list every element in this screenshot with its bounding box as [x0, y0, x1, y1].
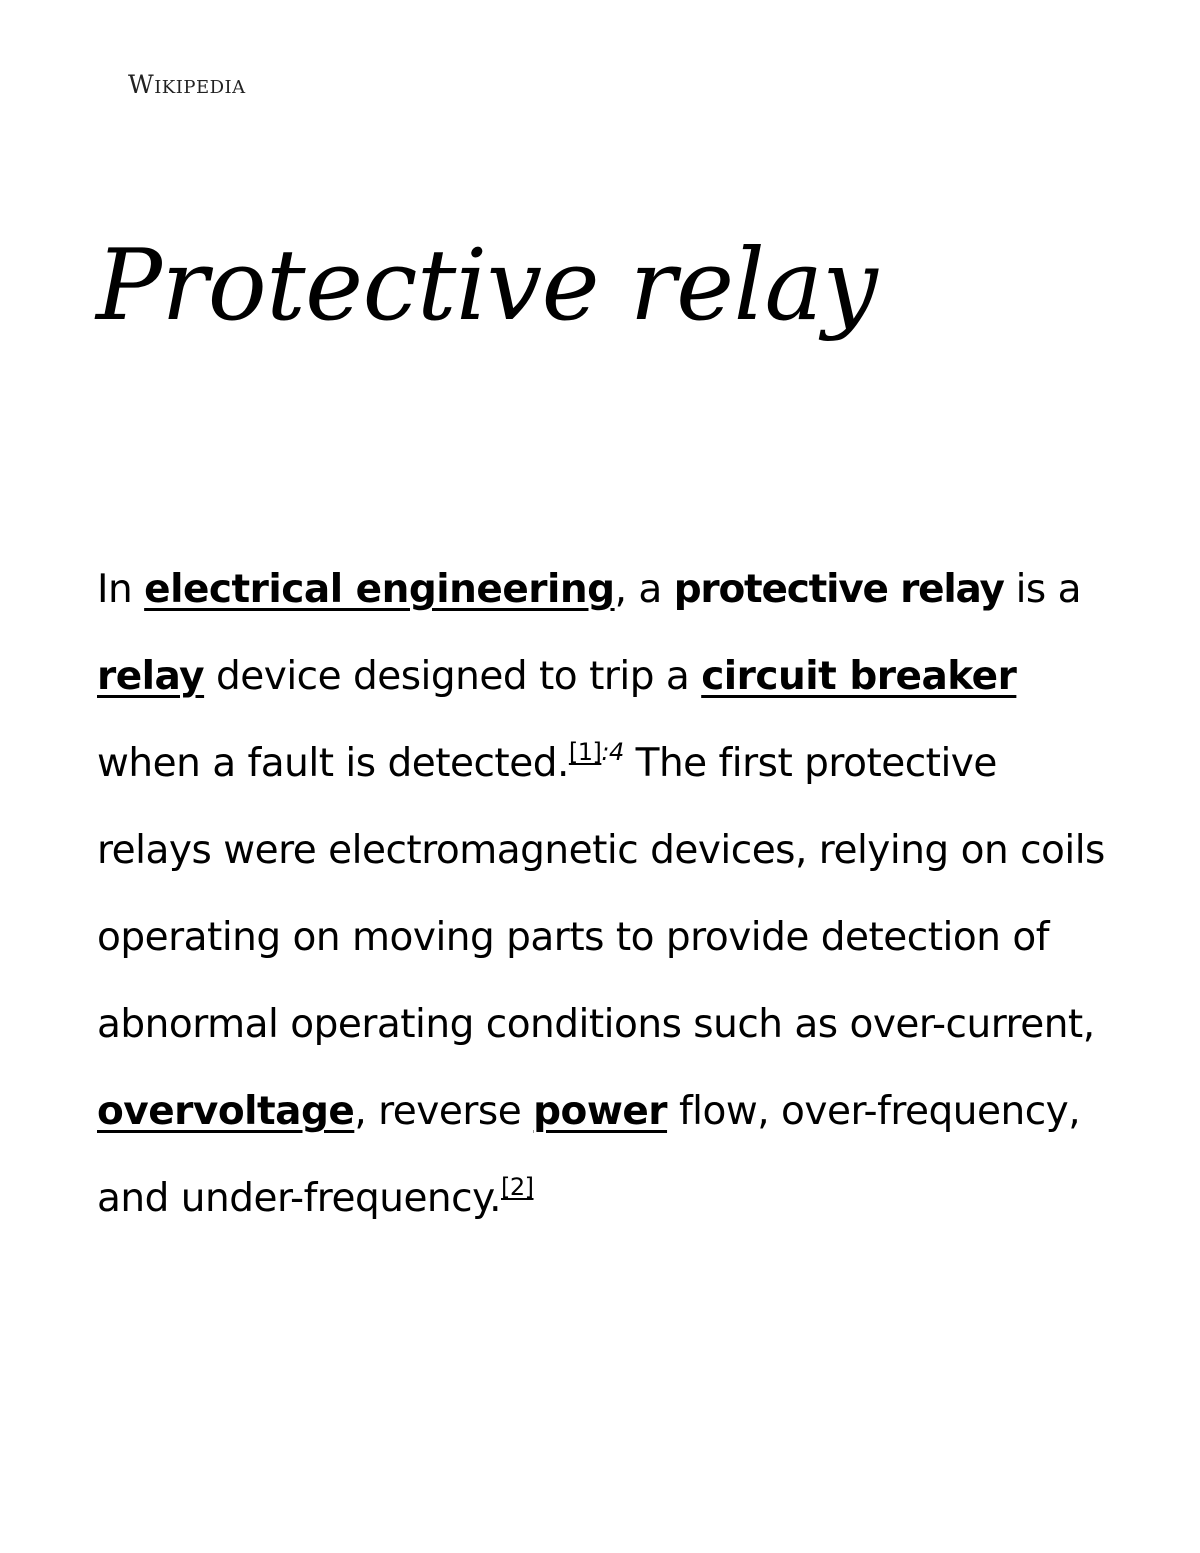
link-electrical-engineering[interactable]: electrical engineering	[144, 567, 615, 612]
citation-2-link[interactable]: [2]	[501, 1173, 534, 1201]
link-circuit-breaker[interactable]: circuit breaker	[701, 654, 1017, 699]
intro-text: , a	[614, 567, 674, 612]
intro-text: The first protective relays were electromagnetic devices, relying on coils operating on moving parts to provide detection of abnormal operating conditions such as over-current,	[97, 741, 1105, 1047]
intro-text: flow, over-frequency, and under-frequency.	[97, 1089, 1081, 1221]
link-overvoltage[interactable]: overvoltage	[97, 1089, 355, 1134]
intro-text: , reverse	[354, 1089, 534, 1134]
link-relay[interactable]: relay	[97, 654, 205, 699]
citation-1-page: :4	[601, 738, 624, 766]
article-intro-paragraph	[97, 546, 1107, 1242]
citation-1-link[interactable]: [1]	[568, 738, 602, 766]
citation-1	[569, 738, 624, 766]
page-title: Protective relay	[96, 229, 878, 343]
bold-term-protective-relay: protective relay	[673, 567, 1004, 612]
wikipedia-wordmark[interactable]: Wikipedia	[128, 70, 246, 99]
intro-text: device designed to trip a	[204, 654, 702, 699]
intro-text: In	[97, 567, 145, 612]
link-power[interactable]: power	[533, 1089, 668, 1134]
intro-text: when a fault is detected.	[97, 741, 569, 786]
intro-text: is a	[1003, 567, 1082, 612]
citation-2	[501, 1173, 534, 1201]
